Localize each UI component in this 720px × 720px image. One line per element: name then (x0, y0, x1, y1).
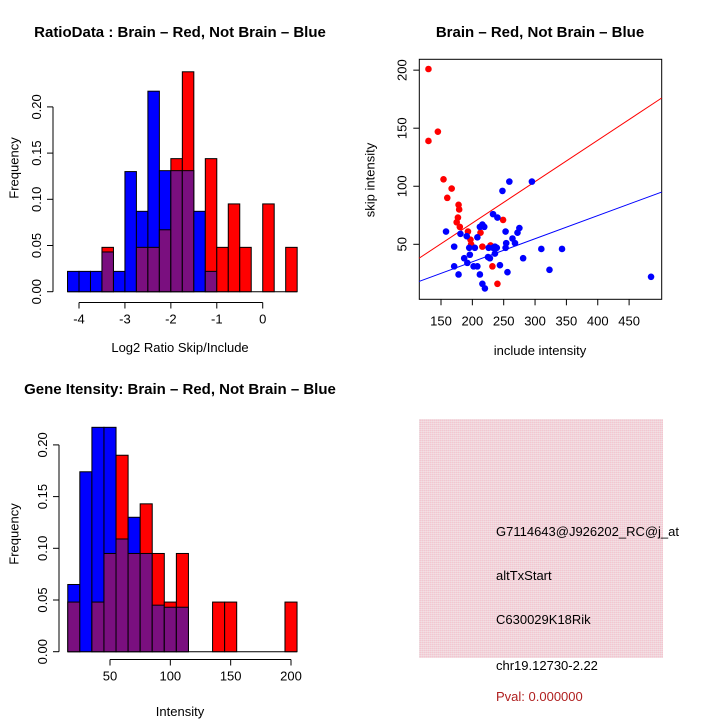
tick-label: 100 (159, 668, 182, 684)
blue-point (497, 262, 504, 269)
blue-point (538, 246, 545, 253)
panel-ratio-histogram (0, 0, 360, 360)
red-point (457, 224, 464, 231)
hist-bar-overlap (92, 602, 104, 652)
blue-point (451, 263, 458, 270)
blue-point (472, 244, 479, 251)
plot-box (419, 59, 661, 299)
red-point (479, 243, 486, 250)
blue-point (477, 271, 484, 278)
tick-label: 150 (394, 117, 410, 140)
hist-bar-overlap (182, 171, 193, 292)
red-point (425, 138, 432, 145)
tick-label: 350 (555, 313, 578, 329)
probe-info-box (419, 419, 679, 704)
blue-point (474, 263, 481, 270)
red-point (500, 217, 507, 224)
hist-bar-overlap (68, 602, 80, 652)
y-tick-labels (394, 59, 409, 251)
panel-gene-intensity-histogram (0, 360, 360, 720)
tick-label: 0.05 (35, 587, 50, 613)
tick-label: 0.15 (35, 483, 50, 510)
panel-intensity-scatter (360, 0, 720, 360)
blue-point (516, 225, 523, 232)
blue-point (457, 231, 464, 238)
blue-point (506, 178, 513, 185)
blue-points-group (443, 178, 655, 291)
tick-label: 0.00 (29, 279, 44, 305)
tick-label: 0.15 (29, 140, 44, 166)
y-tick-labels (35, 432, 50, 664)
blue-point (474, 234, 481, 241)
ratio-histogram-ylabel: Frequency (6, 137, 22, 199)
red-point (444, 195, 451, 202)
blue-point (481, 224, 488, 231)
hist-bar (68, 271, 79, 291)
hist-bar-overlap (164, 607, 176, 651)
blue-point (451, 243, 458, 250)
hist-bar-overlap (176, 607, 188, 651)
hist-bar (194, 211, 205, 291)
hist-bar-overlap (171, 171, 182, 292)
hist-bar (125, 172, 136, 292)
blue-point (529, 178, 536, 185)
tick-label: 0.05 (29, 232, 44, 259)
red-point (456, 206, 463, 213)
hist-bar-overlap (140, 553, 152, 651)
tick-label: 0.00 (35, 639, 50, 665)
tick-label: 0 (259, 311, 267, 327)
gene-name-text: C630029K18Rik (496, 612, 591, 627)
hist-bar (90, 271, 101, 291)
hist-bar (217, 247, 228, 291)
pval-text: Pval: 0.000000 (496, 689, 583, 704)
histogram-bars (68, 72, 298, 292)
hist-bar (80, 472, 92, 652)
event-type-text: altTxStart (496, 568, 552, 583)
tick-label: 200 (280, 668, 302, 684)
tick-label: 0.10 (29, 186, 44, 212)
blue-point (546, 267, 553, 274)
blue-point (494, 214, 501, 221)
tick-label: 50 (394, 237, 410, 252)
hist-bar-overlap (116, 539, 128, 652)
red-point (435, 128, 442, 135)
gene-histogram-title: Gene Itensity: Brain – Red, Not Brain – Blue (24, 381, 336, 398)
tick-label: 100 (394, 175, 410, 198)
red-point (448, 185, 455, 192)
red-point (494, 280, 501, 287)
hist-bar-overlap (159, 230, 170, 292)
tick-label: 150 (430, 313, 452, 329)
locus-text: chr19.12730-2.22 (496, 658, 598, 673)
tick-label: 250 (492, 313, 515, 329)
hist-bar-overlap (102, 252, 113, 292)
ratio-histogram-xlabel: Log2 Ratio Skip/Include (111, 340, 249, 355)
ratio-histogram-title: RatioData : Brain – Red, Not Brain – Blue (34, 24, 326, 41)
histogram-bars (68, 427, 297, 651)
red-point (440, 176, 447, 183)
blue-point (512, 240, 519, 247)
intensity-scatter-xlabel: include intensity (493, 343, 587, 358)
tick-label: 400 (586, 313, 609, 329)
hist-bar-overlap (148, 247, 159, 291)
tick-label: -2 (165, 311, 177, 327)
blue-point (467, 251, 474, 258)
x-tick-labels (73, 312, 266, 327)
tick-label: 450 (618, 313, 640, 329)
blue-point (482, 285, 489, 292)
tick-label: -1 (211, 311, 223, 327)
tick-label: 0.10 (35, 535, 50, 561)
hist-bar (79, 271, 90, 291)
hist-bar (113, 271, 124, 291)
blue-point (503, 240, 510, 247)
red-regression-line (419, 98, 662, 258)
red-point (425, 66, 432, 73)
tick-label: -3 (119, 311, 131, 327)
tick-label: 150 (219, 668, 242, 684)
blue-point (504, 269, 511, 276)
hist-bar-overlap (205, 271, 216, 291)
blue-point (502, 228, 509, 235)
gene-histogram-xlabel: Intensity (155, 704, 205, 719)
gene-histogram-svg (0, 360, 360, 720)
tick-label: 200 (461, 313, 484, 329)
red-point (489, 263, 496, 270)
blue-point (463, 233, 470, 240)
x-tick-labels (103, 669, 302, 684)
ratio-histogram-svg (0, 0, 360, 360)
blue-point (499, 188, 506, 195)
blue-point (443, 228, 450, 235)
blue-point (494, 244, 501, 251)
blue-point (466, 244, 473, 251)
tick-label: 50 (102, 668, 118, 684)
tick-label: 200 (394, 59, 410, 82)
intensity-scatter-title: Brain – Red, Not Brain – Blue (435, 24, 645, 41)
blue-point (487, 255, 494, 262)
blue-point (464, 260, 471, 267)
tick-label: 300 (524, 313, 546, 329)
hist-bar-overlap (128, 553, 140, 651)
hist-bar (240, 247, 251, 291)
hist-bar (263, 204, 274, 292)
hist-bar (225, 602, 237, 652)
hist-bar (228, 204, 239, 292)
y-tick-labels (29, 94, 44, 304)
hist-bar-overlap (152, 605, 164, 652)
probe-id-text: G7114643@J926202_RC@j_at (496, 524, 679, 539)
hist-bar-overlap (136, 247, 147, 291)
blue-point (648, 274, 655, 281)
hist-bar (285, 602, 297, 652)
tick-label: 0.20 (35, 432, 50, 458)
blue-point (520, 255, 527, 262)
axes (413, 59, 661, 305)
intensity-scatter-ylabel: skip intensity (362, 142, 378, 218)
tick-label: -4 (73, 311, 85, 327)
hist-bar-overlap (104, 553, 116, 651)
blue-point (455, 271, 462, 278)
hist-bar (286, 247, 297, 291)
x-tick-labels (430, 313, 640, 328)
panel-probe-info (360, 360, 720, 720)
gene-histogram-ylabel: Frequency (6, 503, 22, 565)
blue-point (559, 246, 566, 253)
blue-point (492, 250, 499, 257)
hist-bar (213, 602, 225, 652)
intensity-scatter-svg (360, 0, 720, 360)
tick-label: 0.20 (29, 94, 44, 120)
